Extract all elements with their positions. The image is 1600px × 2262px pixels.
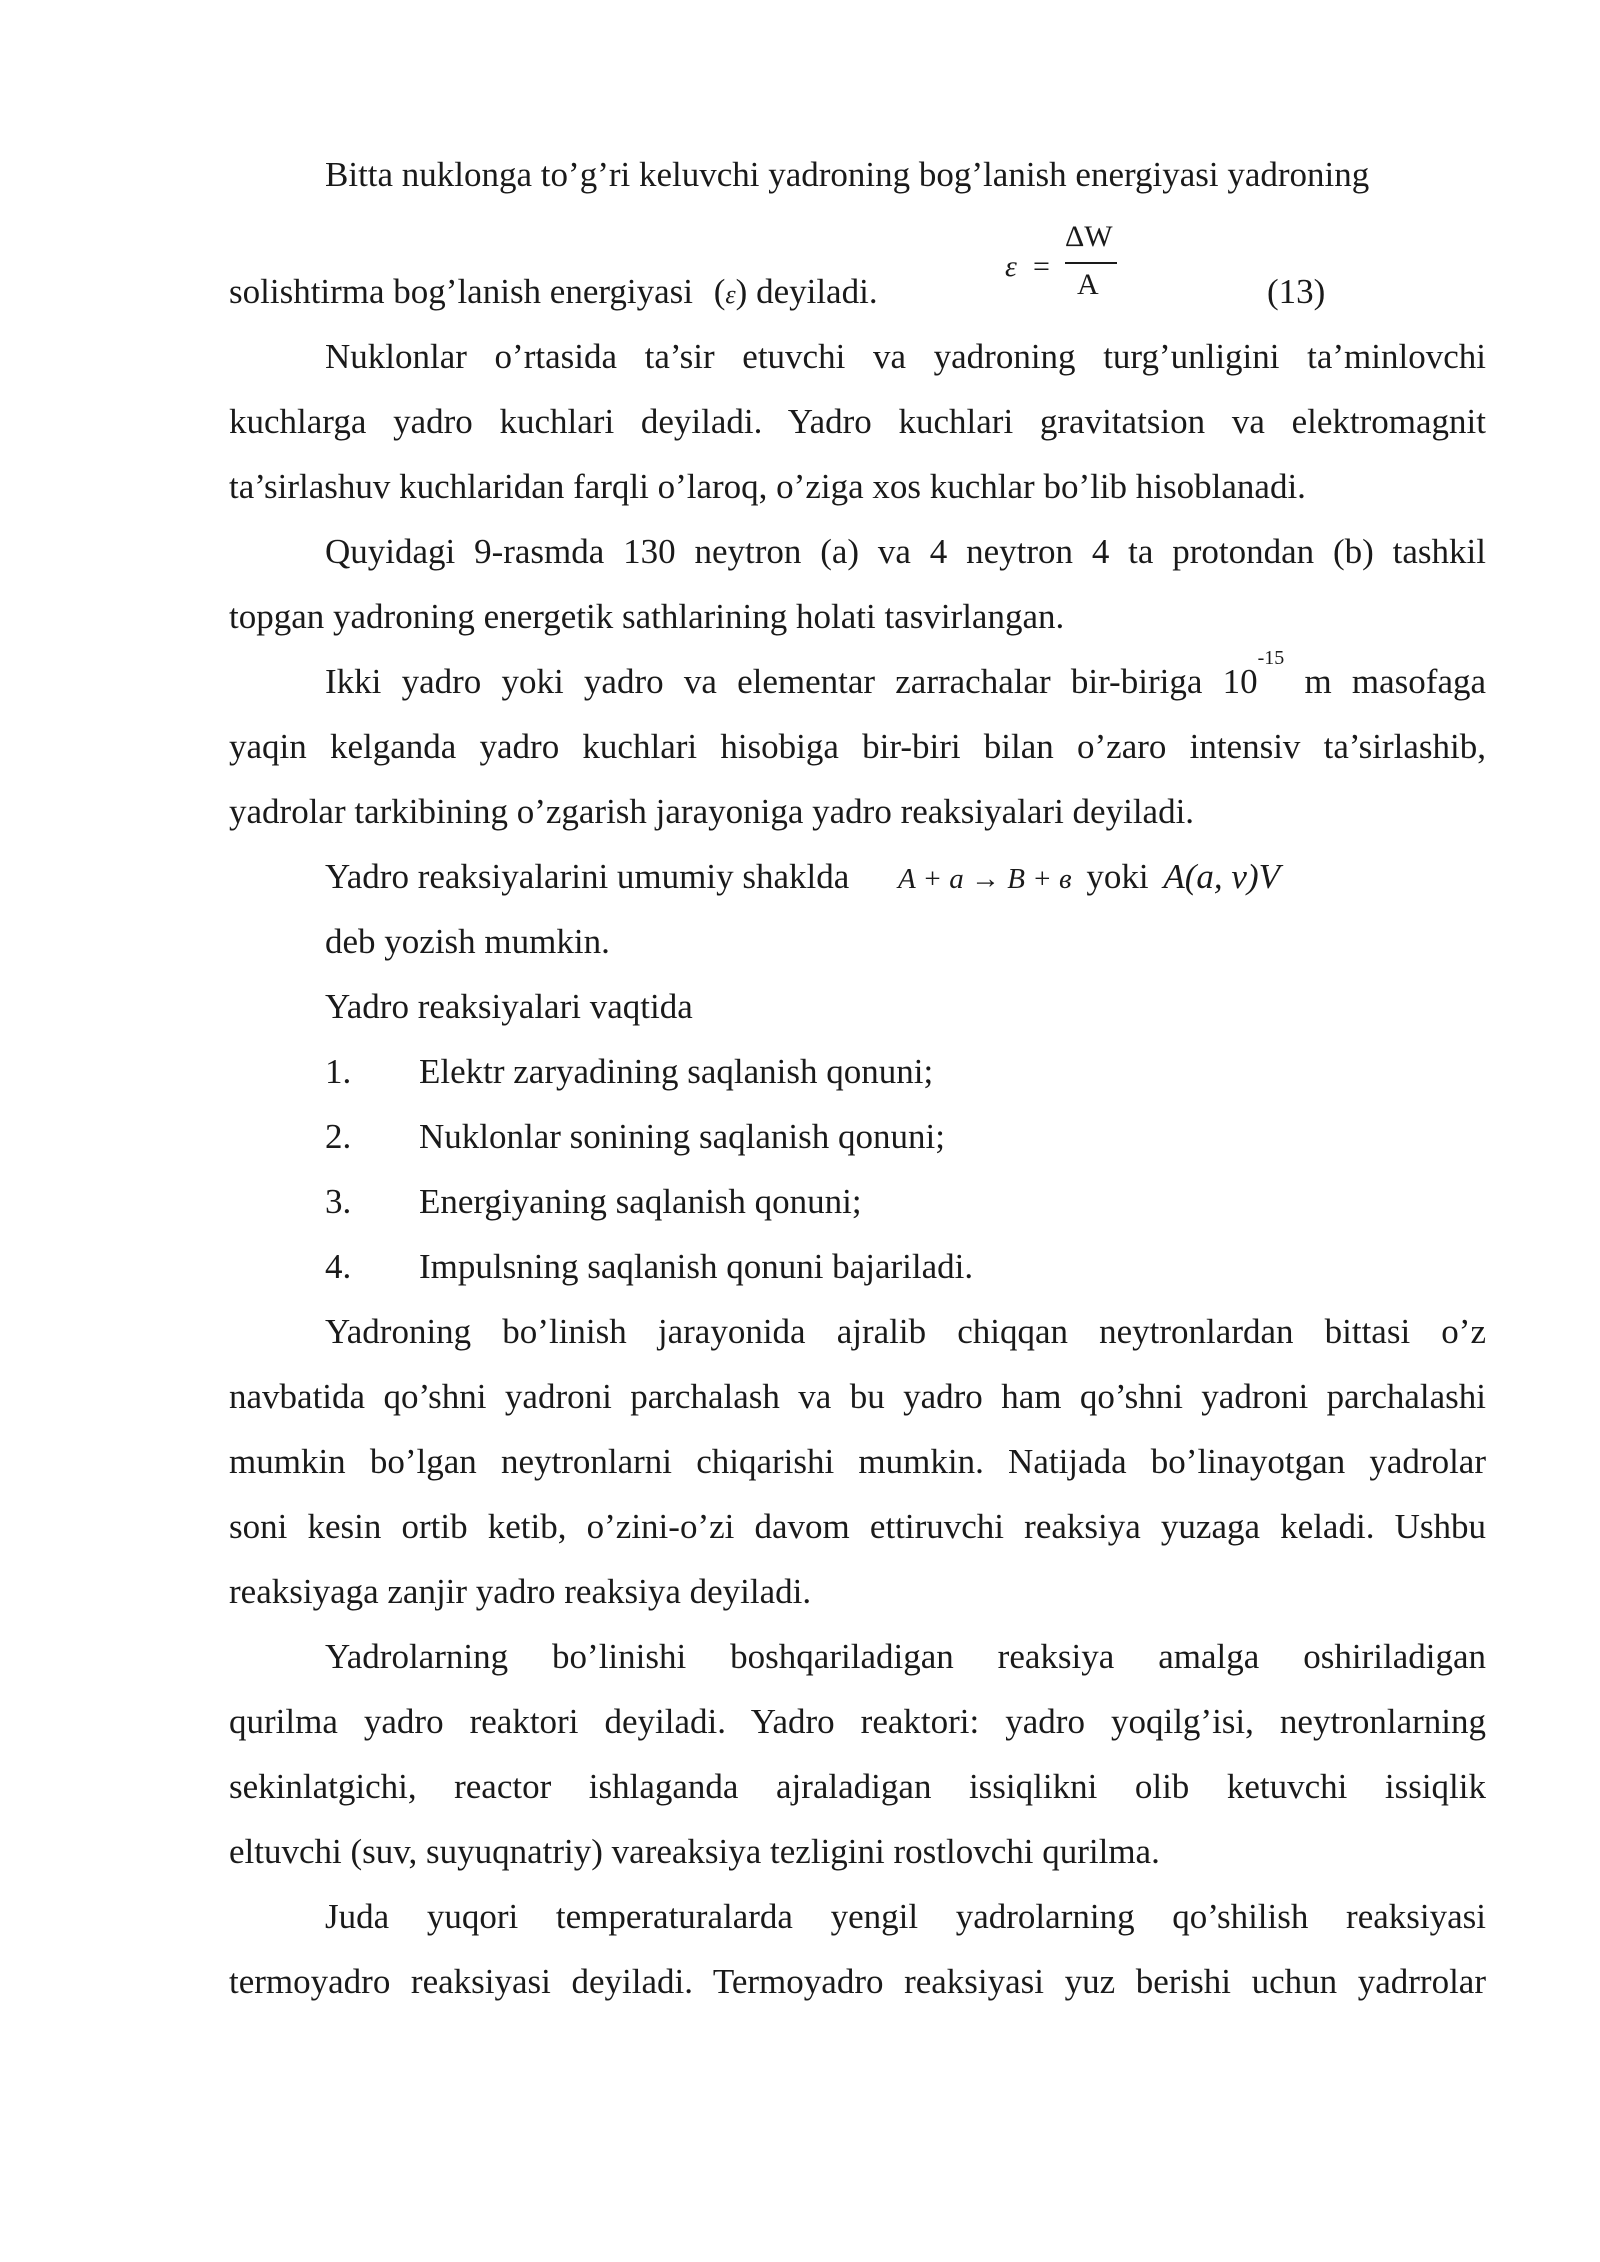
list-item: Energiyaning saqlanish qonuni; xyxy=(419,1182,862,1221)
text-line: topgan yadroning energetik sathlarining holati tasvirlangan. xyxy=(229,597,1065,636)
text-fragment: yoki xyxy=(1086,857,1149,896)
text-line xyxy=(229,272,878,315)
list-item: Impulsning saqlanish qonuni bajariladi. xyxy=(419,1247,974,1286)
reaction-formula: A + a → B + в xyxy=(898,863,1072,895)
list-number: 2. xyxy=(325,1117,352,1156)
text-line: yaqin kelganda yadro kuchlari hisobiga bir-biri bilan o’zaro intensiv ta’sirlashib, xyxy=(229,727,1486,766)
symbol-close: ) xyxy=(735,272,748,311)
formula-equals: = xyxy=(1033,250,1050,283)
list-number: 1. xyxy=(325,1052,352,1091)
list-number: 3. xyxy=(325,1182,352,1221)
text-fragment: deyiladi. xyxy=(756,272,878,311)
text-line: Yadroning bo’linish jarayonida ajralib chiqqan neytronlardan bittasi o’z xyxy=(325,1312,1486,1351)
text-line: mumkin bo’lgan neytronlarni chiqarishi mumkin. Natijada bo’linayotgan yadrolar xyxy=(229,1442,1486,1481)
list-item: Nuklonlar sonining saqlanish qonuni; xyxy=(419,1117,945,1156)
reaction-short-formula: A(a, v)V xyxy=(1163,857,1280,896)
text-line: navbatida qo’shni yadroni parchalash va bu yadro ham qo’shni yadroni parchalashi xyxy=(229,1377,1486,1416)
text-line xyxy=(325,647,1487,702)
text-line: Quyidagi 9-rasmda 130 neytron (a) va 4 neytron 4 ta protondan (b) tashkil xyxy=(325,532,1486,571)
text-line: Bitta nuklonga to’g’ri keluvchi yadroning bog’lanish energiyasi yadroning xyxy=(325,155,1370,194)
text-line: yadrolar tarkibining o’zgarish jarayoniga yadro reaksiyalari deyiladi. xyxy=(229,792,1195,831)
list-item: Elektr zaryadining saqlanish qonuni; xyxy=(419,1052,934,1091)
text-fragment: m masofaga xyxy=(1304,662,1487,701)
exponent: -15 xyxy=(1257,647,1285,669)
text-fragment: Yadro reaksiyalarini umumiy shaklda xyxy=(325,857,850,896)
equation-number: (13) xyxy=(1267,272,1326,311)
text-line: qurilma yadro reaktori deyiladi. Yadro reaktori: yadro yoqilg’isi, neytronlarning xyxy=(229,1702,1486,1741)
text-line: kuchlarga yadro kuchlari deyiladi. Yadro kuchlari gravitatsion va elektromagnit xyxy=(229,402,1486,441)
text-line: eltuvchi (suv, suyuqnatriy) vareaksiya tezligini rostlovchi qurilma. xyxy=(229,1832,1160,1871)
formula-numerator: ΔW xyxy=(1065,220,1113,253)
text-line: Juda yuqori temperaturalarda yengil yadrolarning qo’shilish reaksiyasi xyxy=(325,1897,1486,1936)
epsilon-symbol: ε xyxy=(725,280,736,309)
symbol-open: ( xyxy=(713,272,726,311)
text-line: Yadrolarning bo’linishi boshqariladigan reaksiya amalga oshiriladigan xyxy=(325,1637,1486,1676)
text-line: soni kesin ortib ketib, o’zini-o’zi davom ettiruvchi reaksiya yuzaga keladi. Ushbu xyxy=(229,1507,1486,1546)
formula-denominator: A xyxy=(1077,268,1099,301)
text-line: termoyadro reaksiyasi deyiladi. Termoyadro reaksiyasi yuz berishi uchun yadrrolar xyxy=(229,1962,1486,2001)
fraction-bar xyxy=(1065,262,1117,264)
text-line: sekinlatgichi, reactor ishlaganda ajraladigan issiqlikni olib ketuvchi issiqlik xyxy=(229,1767,1486,1806)
text-line xyxy=(325,857,1280,899)
formula-13 xyxy=(1005,220,1115,310)
text-fragment: Ikki yadro yoki yadro va elementar zarrachalar bir-biriga 10 xyxy=(325,662,1258,701)
text-line: deb yozish mumkin. xyxy=(325,922,610,961)
list-number: 4. xyxy=(325,1247,352,1286)
text-line: Yadro reaksiyalari vaqtida xyxy=(325,987,693,1026)
text-line: Nuklonlar o’rtasida ta’sir etuvchi va yadroning turg’unligini ta’minlovchi xyxy=(325,337,1486,376)
text-fragment: solishtirma bog’lanish energiyasi xyxy=(229,272,694,311)
text-line: ta’sirlashuv kuchlaridan farqli o’laroq, o’ziga xos kuchlar bo’lib hisoblanadi. xyxy=(229,467,1306,506)
formula-epsilon: ε xyxy=(1005,250,1017,283)
text-line: reaksiyaga zanjir yadro reaksiya deyiladi. xyxy=(229,1572,812,1611)
